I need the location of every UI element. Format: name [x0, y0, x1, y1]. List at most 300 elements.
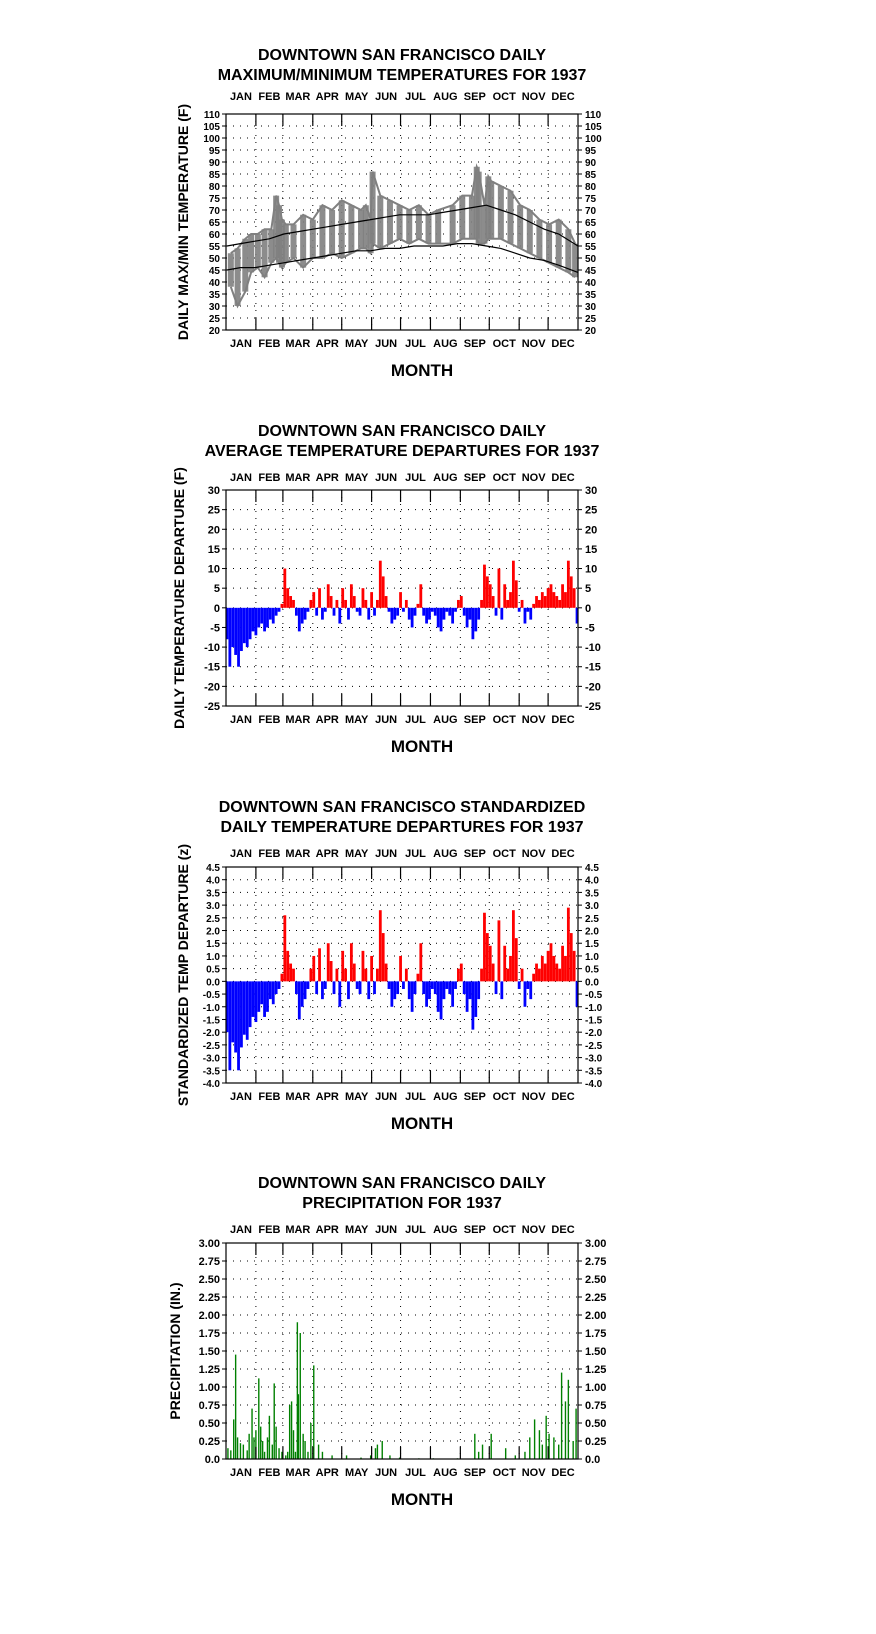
month-label-top: FEB [258, 1224, 281, 1236]
departure-bar [254, 608, 257, 635]
departure-bar [382, 576, 385, 607]
departure-bar [321, 608, 324, 620]
departure-bar [402, 981, 405, 989]
y-tick-label-right: -1.5 [585, 1015, 603, 1027]
departure-bar [443, 981, 446, 999]
departure-bar [307, 608, 310, 612]
y-tick-label-left: 25 [208, 314, 220, 325]
y-tick-label-left: 0.0 [206, 977, 220, 989]
departure-bar [495, 981, 498, 994]
departure-bar [451, 608, 454, 624]
y-tick-label-right: 10 [585, 563, 598, 576]
y-tick-label-right: 0.0 [585, 977, 599, 989]
y-tick-label-right: -3.5 [585, 1066, 603, 1078]
departure-bar [431, 608, 434, 612]
departure-bar [445, 608, 448, 612]
y-tick-label-left: 0.50 [198, 1418, 220, 1430]
month-label-bottom: MAR [285, 1467, 311, 1479]
y-tick-label-right: 1.50 [585, 1346, 607, 1358]
departure-bar [460, 964, 463, 982]
departure-bar [298, 608, 301, 632]
y-tick-label-right: 1.5 [585, 939, 599, 951]
month-label-bottom: JUL [405, 1091, 426, 1103]
departure-bar [500, 981, 503, 999]
departure-bar [330, 961, 333, 981]
departure-bar [275, 981, 278, 994]
departure-bar [532, 974, 535, 982]
departure-bar [359, 981, 362, 994]
departure-bar [469, 981, 472, 999]
departure-bar [535, 596, 538, 608]
departure-bar [246, 608, 249, 647]
y-tick-label-right: 45 [585, 266, 597, 277]
y-tick-label-right: 1.00 [585, 1382, 607, 1394]
month-label-bottom: JAN [229, 338, 252, 350]
departure-bar [515, 580, 518, 607]
month-label-bottom: JUL [405, 1467, 426, 1479]
y-tick-label-left: 0 [213, 602, 220, 615]
y-tick-label-left: 95 [208, 146, 220, 157]
departure-bar [524, 608, 527, 624]
month-label-bottom: MAR [285, 714, 311, 726]
y-tick-label-left: 2.0 [206, 926, 220, 938]
departure-bar [390, 981, 393, 1006]
departure-bar [275, 608, 278, 616]
month-label-bottom: OCT [492, 1467, 516, 1479]
departure-bar [532, 604, 535, 608]
departure-bar [509, 956, 512, 981]
departure-bar [237, 608, 240, 667]
y-tick-label-left: 0.5 [206, 964, 220, 976]
departure-bar [286, 588, 289, 608]
departure-bar [266, 608, 269, 628]
departure-bar [367, 981, 370, 999]
month-label-bottom: NOV [521, 1467, 546, 1479]
month-label-top: JAN [229, 91, 252, 103]
departure-bar [474, 981, 477, 1017]
y-tick-label-left: 2.75 [198, 1256, 220, 1268]
y-tick-label-right: 0.25 [585, 1436, 607, 1448]
month-label-top: MAY [344, 1224, 369, 1236]
y-tick-label-left: 70 [208, 206, 220, 217]
month-label-bottom: JAN [229, 1467, 252, 1479]
departure-bar [550, 943, 553, 981]
y-tick-label-left: 2.5 [206, 913, 220, 925]
month-label-bottom: SEP [463, 714, 486, 726]
departure-bar [309, 969, 312, 982]
y-tick-label-right: -5 [585, 622, 595, 635]
departure-bar [538, 600, 541, 608]
month-label-bottom: MAY [344, 714, 369, 726]
month-label-top: JUL [405, 472, 426, 484]
month-label-bottom: DEC [551, 1467, 575, 1479]
y-tick-label-left: 50 [208, 254, 220, 265]
departure-bar [385, 964, 388, 982]
departure-bar [474, 608, 477, 632]
departure-bar [414, 981, 417, 994]
departure-bar [526, 981, 529, 989]
month-label-top: OCT [492, 848, 516, 860]
y-tick-label-left: 30 [208, 302, 220, 313]
month-label-top: AUG [433, 472, 458, 484]
month-label-top: DEC [551, 848, 575, 860]
departure-bar [347, 608, 350, 620]
departure-bar [327, 943, 330, 981]
month-label-bottom: APR [315, 338, 339, 350]
month-label-top: JUN [375, 848, 398, 860]
month-label-top: MAY [344, 472, 369, 484]
y-tick-label-left: 2.25 [198, 1292, 220, 1304]
departure-bar [257, 608, 260, 628]
plot-frame [226, 867, 578, 1083]
departure-bar [431, 981, 434, 989]
month-label-top: NOV [521, 848, 546, 860]
month-label-bottom: JUN [375, 1467, 398, 1479]
y-tick-label-right: 40 [585, 278, 597, 289]
chart-title-line: DOWNTOWN SAN FRANCISCO DAILY [258, 423, 546, 440]
chart-title-line: DOWNTOWN SAN FRANCISCO DAILY [258, 47, 546, 64]
month-label-top: JUL [405, 1224, 426, 1236]
y-tick-label-left: 85 [208, 170, 220, 181]
y-tick-label-right: 80 [585, 182, 597, 193]
departure-bar [503, 584, 506, 608]
y-tick-label-right: -4.0 [585, 1079, 603, 1090]
departure-bar [353, 964, 356, 982]
y-tick-label-left: 65 [208, 218, 220, 229]
departure-bar [257, 981, 260, 1011]
month-label-top: JAN [229, 1224, 252, 1236]
month-label-top: JUN [375, 1224, 398, 1236]
y-tick-label-right: 3.00 [585, 1238, 607, 1250]
departure-bar [573, 588, 576, 608]
departure-bar [486, 576, 489, 607]
departure-bar [422, 981, 425, 994]
month-label-bottom: APR [315, 714, 339, 726]
departure-bar [518, 608, 521, 612]
departure-bar [434, 608, 437, 616]
departure-bar [359, 608, 362, 616]
departure-bar [231, 981, 234, 1042]
departure-bar [483, 913, 486, 982]
departure-bar [237, 981, 240, 1070]
y-tick-label-left: -2.0 [202, 1028, 220, 1040]
departure-bar [318, 588, 321, 608]
month-label-top: OCT [492, 1224, 516, 1236]
departure-bar [344, 969, 347, 982]
y-tick-label-right: 60 [585, 230, 597, 241]
month-label-top: NOV [521, 472, 546, 484]
month-label-bottom: JUN [375, 714, 398, 726]
month-label-bottom: DEC [551, 338, 575, 350]
month-label-bottom: DEC [551, 1091, 575, 1103]
departure-bar [307, 981, 310, 989]
departure-bar [379, 561, 382, 608]
y-tick-label-right: -10 [585, 642, 601, 655]
y-tick-label-right: 20 [585, 524, 598, 537]
departure-bar [451, 981, 454, 1006]
departure-bar [512, 561, 515, 608]
month-label-top: JAN [229, 848, 252, 860]
departure-bar [529, 981, 532, 999]
month-label-bottom: SEP [463, 338, 486, 350]
month-label-top: NOV [521, 91, 546, 103]
departure-bar [234, 981, 237, 1052]
departure-bar [246, 981, 249, 1039]
departure-bar [272, 608, 275, 624]
plot-frame [226, 490, 578, 706]
y-tick-label-left: 3.00 [198, 1238, 220, 1250]
departure-bar [567, 561, 570, 608]
y-tick-label-left: 0.0 [204, 1454, 220, 1466]
y-tick-label-left: 5 [213, 583, 220, 596]
month-label-top: MAY [344, 848, 369, 860]
y-tick-label-left: 1.50 [198, 1346, 220, 1358]
y-tick-label-left: 0.25 [198, 1436, 220, 1448]
departure-bar [240, 608, 243, 651]
departure-bar [249, 608, 252, 639]
departure-bar [466, 981, 469, 1011]
y-tick-label-right: 110 [585, 110, 602, 121]
departure-bar [390, 608, 393, 624]
chart-title-line: DOWNTOWN SAN FRANCISCO STANDARDIZED [218, 799, 586, 816]
departure-bar [367, 608, 370, 620]
y-tick-label-right: 0.0 [585, 1454, 601, 1466]
departure-bar [405, 600, 408, 608]
y-tick-label-right: 2.75 [585, 1256, 607, 1268]
y-axis-label: DAILY TEMPERATURE DEPARTURE (F) [171, 467, 187, 729]
departure-bar [541, 592, 544, 608]
y-tick-label-left: 100 [203, 134, 220, 145]
month-label-bottom: AUG [433, 1467, 458, 1479]
month-label-bottom: NOV [521, 1091, 546, 1103]
y-tick-label-left: -2.5 [202, 1040, 220, 1052]
departure-bar [570, 933, 573, 981]
departure-bar [370, 956, 373, 981]
y-tick-label-left: -10 [204, 642, 220, 655]
month-label-top: SEP [463, 848, 486, 860]
departure-bar [564, 956, 567, 981]
departure-bar [506, 969, 509, 982]
departure-bar [428, 608, 431, 620]
y-tick-label-right: 1.0 [585, 951, 599, 963]
month-label-top: FEB [258, 472, 281, 484]
departure-bar [309, 600, 312, 608]
departure-bar [281, 604, 284, 608]
departure-bar [252, 608, 255, 632]
y-tick-label-right: 35 [585, 290, 597, 301]
departure-bar [561, 946, 564, 982]
departure-bar [445, 981, 448, 989]
departure-bar [515, 938, 518, 981]
departure-bar [471, 981, 474, 1029]
y-tick-label-right: 25 [585, 504, 598, 517]
month-label-top: MAR [285, 848, 311, 860]
departure-bar [243, 981, 246, 1034]
departure-bar [362, 588, 365, 608]
month-label-top: OCT [492, 472, 516, 484]
departure-bar [547, 588, 550, 608]
departure-bar [292, 969, 295, 982]
departure-bar [356, 981, 359, 989]
departure-bar [243, 608, 246, 643]
y-tick-label-left: 30 [207, 485, 220, 497]
y-tick-label-left: -3.5 [202, 1066, 220, 1078]
departure-bar [440, 608, 443, 632]
y-tick-label-right: 95 [585, 146, 597, 157]
departure-bar [454, 981, 457, 989]
temperature-departure-chart [171, 423, 601, 756]
y-tick-label-right: -2.0 [585, 1028, 603, 1040]
departure-bar [353, 596, 356, 608]
departure-bar [492, 964, 495, 982]
departure-bar [286, 951, 289, 981]
y-tick-label-left: -20 [204, 681, 220, 694]
y-tick-label-right: 3.0 [585, 901, 599, 913]
departure-bar [518, 981, 521, 989]
y-tick-label-right: 15 [585, 543, 598, 556]
departure-bar [370, 592, 373, 608]
month-label-bottom: MAY [344, 338, 369, 350]
y-tick-label-right: 75 [585, 194, 597, 205]
y-tick-label-left: 4.5 [206, 863, 220, 874]
departure-bar [448, 608, 451, 616]
departure-bar [443, 608, 446, 620]
y-tick-label-left: 0.75 [198, 1400, 220, 1412]
departure-bar [327, 584, 330, 608]
departure-bar [396, 608, 399, 616]
departure-bar [249, 981, 252, 1027]
departure-bar [480, 969, 483, 982]
departure-bar [544, 964, 547, 982]
departure-bar [561, 584, 564, 608]
y-tick-label-right: 2.25 [585, 1292, 607, 1304]
month-label-top: APR [315, 91, 339, 103]
month-label-top: FEB [258, 848, 281, 860]
y-tick-label-right: 20 [585, 326, 597, 337]
departure-bar [289, 964, 292, 982]
departure-bar [283, 915, 286, 981]
departure-bar [228, 608, 231, 667]
departure-bar [379, 910, 382, 981]
departure-bar [526, 608, 529, 612]
departure-bar [263, 608, 266, 632]
y-tick-label-left: 55 [208, 242, 220, 253]
departure-bar [460, 596, 463, 608]
departure-bar [457, 969, 460, 982]
departure-bar [457, 600, 460, 608]
x-axis-label: MONTH [390, 737, 454, 756]
departure-bar [364, 969, 367, 982]
month-label-top: MAR [285, 1224, 311, 1236]
month-label-bottom: JAN [229, 1091, 252, 1103]
month-label-top: APR [315, 1224, 339, 1236]
y-tick-label-right: 25 [585, 314, 597, 325]
departure-bar [272, 981, 275, 1004]
month-label-top: SEP [463, 472, 486, 484]
departure-bar [524, 981, 527, 1006]
month-label-bottom: FEB [258, 338, 281, 350]
departure-bar [535, 964, 538, 982]
y-tick-label-right: 1.25 [585, 1364, 607, 1376]
month-label-top: DEC [551, 472, 575, 484]
departure-bar [376, 969, 379, 982]
y-tick-label-left: 105 [203, 122, 220, 133]
departure-bar [555, 596, 558, 608]
y-tick-label-right: 0.50 [585, 1418, 607, 1430]
departure-bar [405, 969, 408, 982]
y-tick-label-left: 1.5 [206, 939, 220, 951]
departure-bar [263, 981, 266, 1017]
departure-bar [338, 981, 341, 1006]
month-label-top: JUL [405, 91, 426, 103]
departure-bar [411, 608, 414, 628]
x-axis-label: MONTH [390, 1114, 454, 1133]
departure-bar [408, 981, 411, 999]
y-tick-label-left: 1.25 [198, 1364, 220, 1376]
x-axis-label: MONTH [390, 361, 454, 380]
departure-bar [558, 600, 561, 608]
departure-bar [440, 981, 443, 1019]
y-tick-label-left: 4.0 [206, 875, 220, 887]
month-label-bottom: AUG [433, 1091, 458, 1103]
departure-bar [417, 604, 420, 608]
month-label-top: DEC [551, 91, 575, 103]
departure-bar [414, 608, 417, 616]
departure-bar [315, 981, 318, 994]
month-label-bottom: MAY [344, 1467, 369, 1479]
departure-bar [260, 608, 263, 624]
departure-bar [399, 592, 402, 608]
departure-bar [228, 981, 231, 1070]
chart-title-line: DOWNTOWN SAN FRANCISCO DAILY [258, 1175, 546, 1192]
month-label-top: AUG [433, 1224, 458, 1236]
departure-bar [437, 981, 440, 1011]
departure-bar [552, 592, 555, 608]
departure-bar [495, 608, 498, 616]
y-tick-label-right: 2.5 [585, 913, 599, 925]
y-tick-label-right: -15 [585, 661, 601, 674]
y-tick-label-left: -4.0 [202, 1079, 220, 1090]
departure-bar [266, 981, 269, 1011]
y-tick-label-right: 0.5 [585, 964, 599, 976]
departure-bar [434, 981, 437, 994]
departure-bar [547, 951, 550, 981]
departure-bar [269, 981, 272, 999]
departure-bar [281, 974, 284, 982]
month-label-top: MAY [344, 91, 369, 103]
departure-bar [486, 933, 489, 981]
departure-bar [333, 981, 336, 994]
y-tick-label-right: 30 [585, 485, 598, 497]
y-tick-label-left: 1.0 [206, 951, 220, 963]
departure-bar [260, 981, 263, 1004]
departure-bar [506, 600, 509, 608]
month-label-bottom: MAR [285, 1091, 311, 1103]
y-tick-label-right: 2.00 [585, 1310, 607, 1322]
departure-bar [471, 608, 474, 639]
month-label-bottom: OCT [492, 338, 516, 350]
x-axis-label: MONTH [390, 1490, 454, 1509]
y-tick-label-left: 25 [207, 504, 220, 517]
month-label-bottom: JUL [405, 714, 426, 726]
departure-bar [417, 974, 420, 982]
month-label-top: JUL [405, 848, 426, 860]
departure-bar [283, 569, 286, 608]
chart-title-line: MAXIMUM/MINIMUM TEMPERATURES FOR 1937 [217, 67, 587, 84]
month-label-top: AUG [433, 848, 458, 860]
y-tick-label-left: 20 [207, 524, 220, 537]
month-label-top: DEC [551, 1224, 575, 1236]
